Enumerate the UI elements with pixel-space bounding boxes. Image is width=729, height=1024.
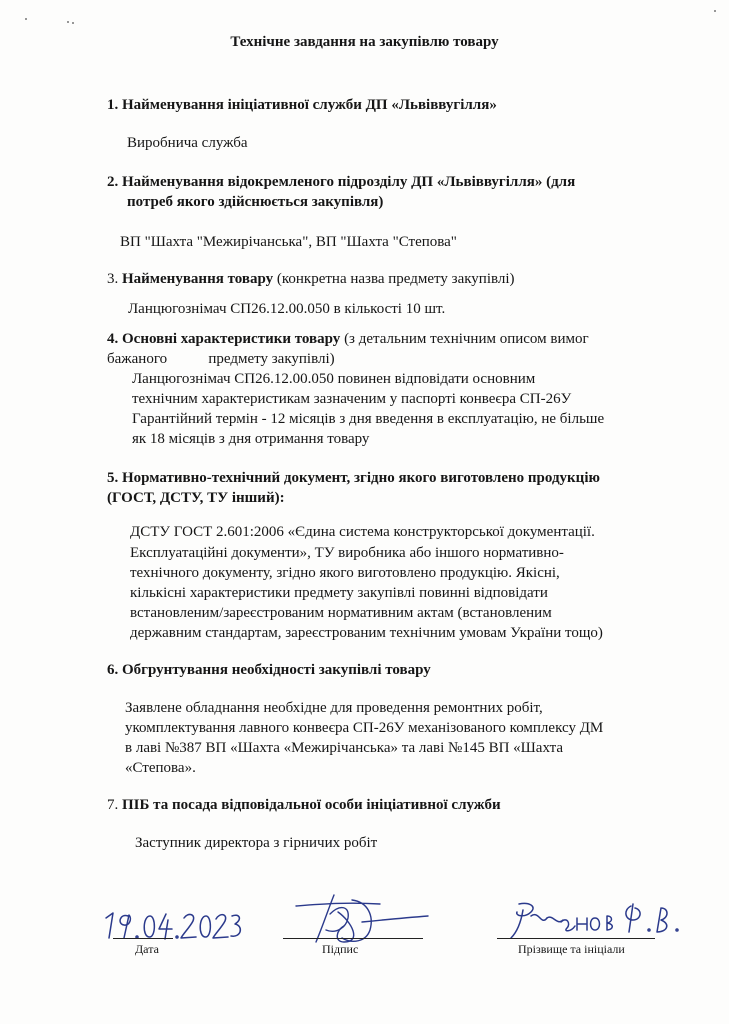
- section-4-body-line-4: як 18 місяців з дня отримання товару: [132, 431, 370, 447]
- section-4-body-line-3: Гарантійний термін - 12 місяців з дня введення в експлуатацію, не більше: [132, 411, 605, 427]
- section-4-heading: Основні характеристики товару: [122, 331, 341, 347]
- section-6-heading: 6. Обгрунтування необхідності закупівлі товару: [107, 662, 431, 678]
- section-6-body-line-2: укомплектування лавного конвеєра СП-26У механізованого комплексу ДМ: [125, 720, 604, 736]
- date-label: Дата: [135, 942, 159, 956]
- section-4-number: 4.: [107, 331, 119, 347]
- section-3-heading: Найменування товару: [122, 271, 274, 287]
- section-5-body-line-5: встановленим/зареєстрованим нормативним актам (встановленим: [130, 605, 552, 621]
- section-6-body-line-3: в лаві №387 ВП «Шахта «Межирічанська» та лаві №145 ВП «Шахта: [125, 740, 563, 756]
- section-4-note: (з детальним технічним описом вимог: [344, 331, 589, 347]
- name-label: Прізвище та ініціали: [518, 942, 625, 956]
- signature-label: Підпис: [322, 942, 359, 956]
- section-5-body-line-4: кількісні характеристики предмету закупівлі повинні відповідати: [130, 585, 548, 601]
- scan-speck: [714, 10, 716, 12]
- section-4-body-line-1: Ланцюгознімач СП26.12.00.050 повинен відповідати основним: [132, 371, 536, 387]
- section-2-heading-line-1: 2. Найменування відокремленого підрозділу ДП «Львіввугілля» (для: [107, 174, 576, 190]
- section-7-body: Заступник директора з гірничих робіт: [135, 835, 378, 851]
- section-2-heading-line-2: потреб якого здійснюється закупівля): [127, 194, 384, 210]
- section-4-body-line-2: технічним характеристикам зазначеним у паспорті конвеєра СП-26У: [132, 391, 572, 407]
- section-5-body-line-2: Експлуатаційні документи», ТУ виробника або іншого нормативно-: [130, 545, 564, 561]
- document-title: Технічне завдання на закупівлю товару: [230, 34, 499, 50]
- section-7-heading: ПІБ та посада відповідальної особи ініціативної служби: [122, 797, 501, 813]
- section-3-number: 3.: [107, 271, 119, 287]
- handwritten-name: [505, 900, 695, 940]
- scan-speck: [67, 21, 69, 23]
- scan-speck: [25, 18, 27, 20]
- section-3-body: Ланцюгознімач СП26.12.00.050 в кількості 10 шт.: [128, 301, 446, 317]
- section-3-heading-row: [107, 269, 515, 289]
- section-1-heading: 1. Найменування ініціативної служби ДП «Львіввугілля»: [107, 97, 497, 113]
- section-5-body-line-6: державним стандартам, зареєстрованим технічним умовам України тощо): [130, 625, 603, 641]
- section-5-body-line-3: технічного документу, згідно якого виготовлено продукцію. Якісні,: [130, 565, 560, 581]
- section-2-body: ВП "Шахта "Межирічанська", ВП "Шахта "Степова": [120, 234, 457, 250]
- section-5-body-line-1: ДСТУ ГОСТ 2.601:2006 «Єдина система конструкторської документації.: [130, 524, 595, 540]
- section-5-heading-line-2: (ГОСТ, ДСТУ, ТУ інший):: [107, 490, 285, 506]
- section-6-body-line-1: Заявлене обладнання необхідне для проведення ремонтних робіт,: [125, 700, 543, 716]
- scan-speck: [72, 22, 74, 24]
- section-4-note-line-2: бажаного предмету закупівлі): [107, 351, 335, 367]
- section-7-number: 7.: [107, 797, 119, 813]
- section-6-body-line-4: «Степова».: [125, 760, 196, 776]
- section-1-body: Виробнича служба: [127, 135, 248, 151]
- section-4-heading-row: [107, 329, 589, 349]
- section-3-note: (конкретна назва предмету закупівлі): [276, 271, 515, 287]
- section-7-heading-row: [107, 795, 501, 815]
- section-5-heading-line-1: 5. Нормативно-технічний документ, згідно якого виготовлено продукцію: [107, 470, 600, 486]
